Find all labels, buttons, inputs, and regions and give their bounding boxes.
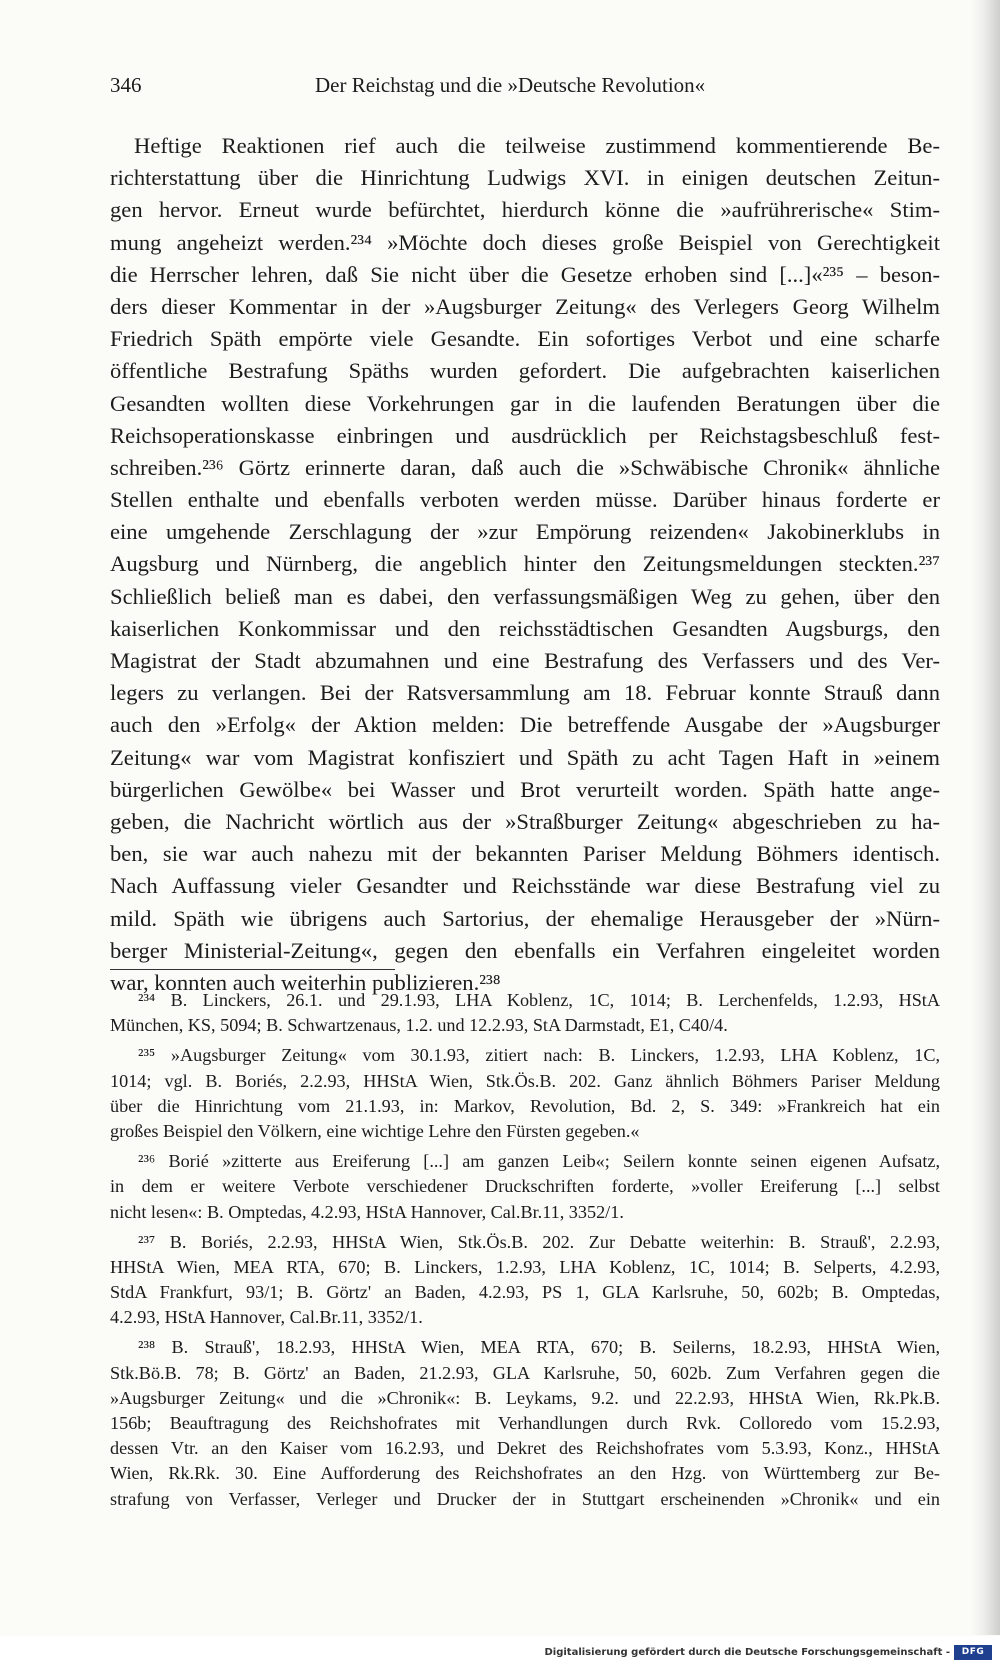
footnote-238-line: 156b; Beauftragung des Reichshofrates mit Verhandlungen durch Rvk. Colloredo vom 15.2.93, — [110, 1413, 940, 1433]
footnote-238-line: »Augsburger Zeitung« und die »Chronik«: B. Leykams, 9.2. und 22.2.93, HHStA Wien, Rk.Pk.B. — [110, 1387, 940, 1408]
text-line: Augsburg und Nürnberg, die angeblich hinter den Zeitungsmeldungen steckten.²³⁷ — [110, 551, 940, 577]
text-line: die Herrscher lehren, daß Sie nicht über die Gesetze erhoben sind [...]«²³⁵ – beson- — [110, 261, 940, 287]
text-line: gen hervor. Erneut wurde befürchtet, hierdurch könne die »aufrührerische« Stim- — [110, 197, 940, 223]
footnote-238-line: Stk.Bö.B. 78; B. Görtz' an Baden, 21.2.93, GLA Karlsruhe, 50, 602b. Zum Verfahren gegen die — [110, 1362, 940, 1383]
text-line: Nach Auffassung vieler Gesandter und Reichsstände war diese Bestrafung viel zu — [110, 873, 940, 899]
text-line: kaiserlichen Konkommissar und den reichsstädtischen Gesandten Augsburgs, den — [110, 615, 940, 641]
footnote-237-line: ²³⁷ B. Boriés, 2.2.93, HHStA Wien, Stk.Ös.B. 202. Zur Debatte weiterhin: B. Strauß', 2.2.93, — [138, 1231, 940, 1252]
text-line: berger Ministerial-Zeitung«, gegen den ebenfalls ein Verfahren eingeleitet worden — [110, 937, 940, 963]
text-line: Stellen enthalte und ebenfalls verboten werden müsse. Darüber hinaus forderte er — [110, 487, 940, 513]
text-line: geben, die Nachricht wörtlich aus der »Straßburger Zeitung« abgeschrieben zu ha- — [110, 808, 940, 834]
footnote-238-line: Wien, Rk.Rk. 30. Eine Aufforderung des Reichshofrates an den Hzg. von Württemberg zur Be- — [110, 1463, 940, 1484]
footnote-234-line: ²³⁴ B. Linckers, 26.1. und 29.1.93, LHA Koblenz, 1C, 1014; B. Lerchenfelds, 1.2.93, HStA — [138, 990, 940, 1010]
page-header — [110, 73, 940, 103]
footnote-235-line: über die Hinrichtung vom 21.1.93, in: Markov, Revolution, Bd. 2, S. 349: »Frankreich hat ein — [110, 1095, 940, 1116]
footnote-237-line: 4.2.93, HStA Hannover, Cal.Br.11, 3352/1. — [110, 1307, 423, 1328]
footnote-236-line: nicht lesen«: B. Omptedas, 4.2.93, HStA Hannover, Cal.Br.11, 3352/1. — [110, 1201, 624, 1222]
text-line: auch den »Erfolg« der Aktion melden: Die betreffende Ausgabe der »Augsburger — [110, 712, 940, 738]
text-line: ders dieser Kommentar in der »Augsburger Zeitung« des Verlegers Georg Wilhelm — [110, 293, 940, 319]
dfg-logo[interactable]: DFG — [954, 1645, 992, 1660]
digitization-footer — [0, 1636, 1000, 1665]
text-line: Magistrat der Stadt abzumahnen und eine Bestrafung des Verfassers und des Ver- — [110, 648, 940, 673]
text-line: bürgerlichen Gewölbe« bei Wasser und Brot verurteilt worden. Späth hatte ange- — [110, 776, 940, 802]
footnote-235-line: ²³⁵ »Augsburger Zeitung« vom 30.1.93, zitiert nach: B. Linckers, 1.2.93, LHA Koblenz, 1C, — [138, 1045, 940, 1066]
footnote-236-line: in dem er weitere Verbote verschiedener Druckschriften forderte, »voller Ereiferung [...] selbst — [110, 1176, 940, 1197]
text-line: legers zu verlangen. Bei der Ratsversammlung am 18. Februar konnte Strauß dann — [110, 680, 940, 706]
text-line: mung angeheizt werden.²³⁴ »Möchte doch dieses große Beispiel von Gerechtigkeit — [110, 229, 940, 255]
page-number: 346 — [110, 73, 142, 97]
text-line: richterstattung über die Hinrichtung Ludwigs XVI. in einigen deutschen Zeitun- — [110, 165, 940, 191]
footnote-236-line: ²³⁶ Borié »zitterte aus Ereiferung [...] am ganzen Leib«; Seilern konnte seinen eigenen Aufsatz, — [138, 1151, 940, 1172]
footnote-237-line: StdA Frankfurt, 93/1; B. Görtz' an Baden, 4.2.93, PS 1, GLA Karlsruhe, 50, 602b; B. Omptedas, — [110, 1282, 940, 1303]
footnote-234-line: München, KS, 5094; B. Schwartzenaus, 1.2. und 12.2.93, StA Darmstadt, E1, C40/4. — [110, 1015, 728, 1036]
text-line: Zeitung« war vom Magistrat konfisziert und Späth zu acht Tagen Haft in »einem — [110, 744, 940, 770]
footnote-237-line: HHStA Wien, MEA RTA, 670; B. Linckers, 1.2.93, LHA Koblenz, 1C, 1014; B. Selperts, 4.2.93, — [110, 1256, 940, 1277]
text-line: öffentliche Bestrafung Späths wurden gefordert. Die aufgebrachten kaiserlichen — [110, 358, 940, 384]
text-line: ben, sie war auch nahezu mit der bekannten Pariser Meldung Böhmers identisch. — [110, 841, 940, 867]
text-line: Gesandten wollten diese Vorkehrungen gar in die laufenden Beratungen über die — [110, 390, 940, 416]
footnote-238-line: ²³⁸ B. Strauß', 18.2.93, HHStA Wien, MEA RTA, 670; B. Seilerns, 18.2.93, HHStA Wien, — [138, 1337, 940, 1358]
footnote-238-line: dessen Vtr. an den Kaiser vom 16.2.93, und Dekret des Reichshofrates vom 5.3.93, Konz., HHStA — [110, 1438, 940, 1459]
main-text — [110, 130, 940, 999]
text-line: eine umgehende Zerschlagung der »zur Empörung reizenden« Jakobinerklubs in — [110, 519, 940, 545]
text-line: Friedrich Späth empörte viele Gesandte. Ein sofortiges Verbot und eine scharfe — [110, 326, 940, 352]
text-line: schreiben.²³⁶ Görtz erinnerte daran, daß auch die »Schwäbische Chronik« ähnliche — [110, 454, 940, 480]
footnotes — [110, 988, 940, 1512]
text-line: Reichsoperationskasse einbringen und ausdrücklich per Reichstagsbeschluß fest- — [110, 422, 940, 448]
text-line: Heftige Reaktionen rief auch die teilweise zustimmend kommentierende Be- — [134, 133, 940, 158]
page-edge-shadow — [970, 0, 1000, 1635]
text-line: mild. Späth wie übrigens auch Sartorius, der ehemalige Herausgeber der »Nürn- — [110, 905, 940, 931]
running-head: Der Reichstag und die »Deutsche Revolution« — [315, 73, 706, 97]
text-line: Schließlich beließ man es dabei, den verfassungsmäßigen Weg zu gehen, über den — [110, 583, 940, 609]
footnote-235-line: 1014; vgl. B. Boriés, 2.2.93, HHStA Wien, Stk.Ös.B. 202. Ganz ähnlich Böhmers Pariser Meldung — [110, 1070, 940, 1091]
footnote-238-line: strafung von Verfasser, Verleger und Drucker der in Stuttgart erscheinenden »Chronik« und ein — [110, 1488, 940, 1509]
dfg-credit-text: Digitalisierung gefördert durch die Deutsche Forschungsgemeinschaft - — [544, 1647, 950, 1658]
footnote-separator — [110, 969, 395, 970]
footnote-235-line: großes Beispiel den Völkern, eine wichtige Lehre den Fürsten gegeben.« — [110, 1120, 640, 1141]
text-line: war, konnten auch weiterhin publizieren.²³⁸ — [110, 969, 501, 995]
